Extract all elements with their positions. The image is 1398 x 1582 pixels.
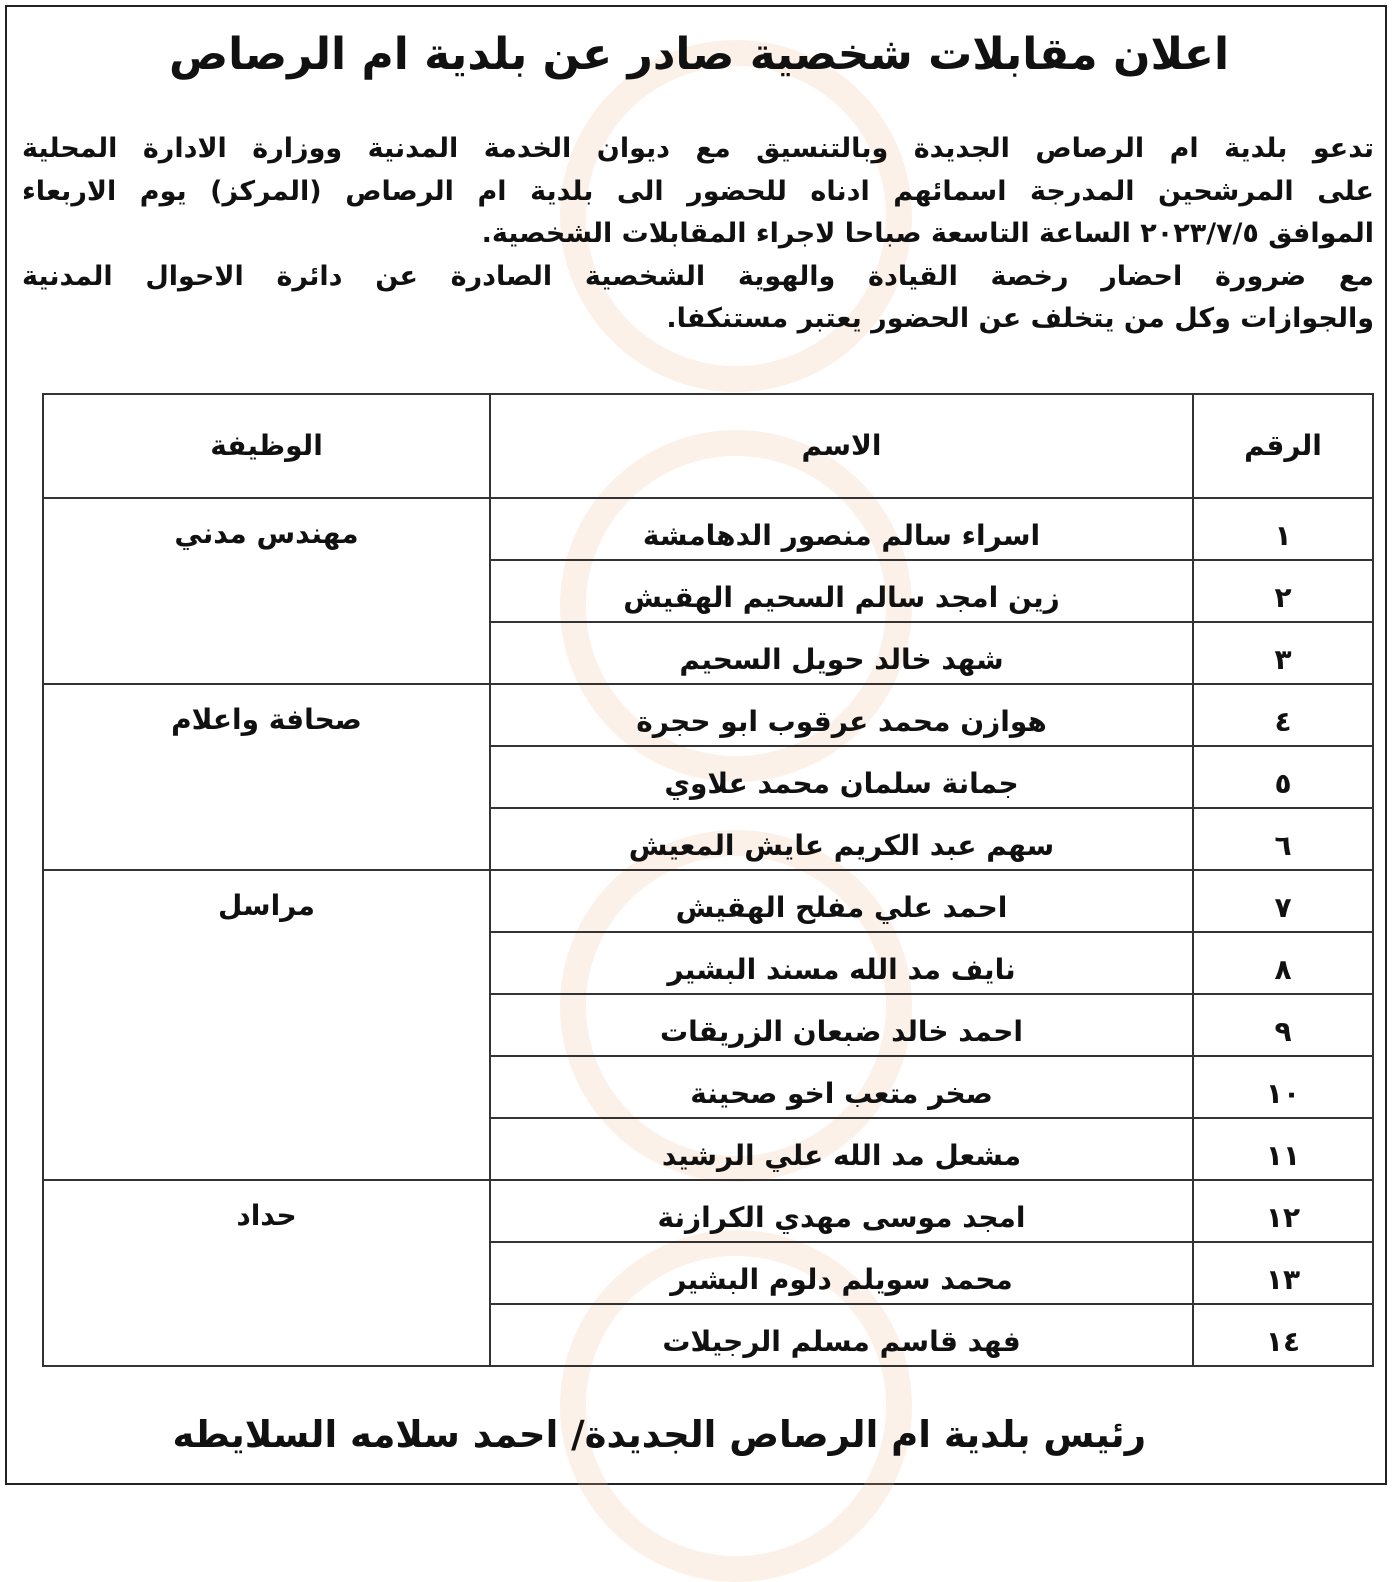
cell-name: جمانة سلمان محمد علاوي bbox=[490, 746, 1193, 808]
cell-number: ٣ bbox=[1193, 622, 1373, 684]
cell-name: هوازن محمد عرقوب ابو حجرة bbox=[490, 684, 1193, 746]
cell-name: احمد خالد ضبعان الزريقات bbox=[490, 994, 1193, 1056]
announcement-title: اعلان مقابلات شخصية صادر عن بلدية ام الرصاص bbox=[168, 29, 1230, 80]
body-line: على المرشحين المدرجة اسمائهم ادناه للحضور الى بلدية ام الرصاص (المركز) يوم الاربعاء bbox=[22, 175, 1374, 207]
cell-name: شهد خالد حويل السحيم bbox=[490, 622, 1193, 684]
body-line: تدعو بلدية ام الرصاص الجديدة وبالتنسيق مع ديوان الخدمة المدنية ووزارة الادارة المحلية bbox=[22, 133, 1374, 164]
header-job: الوظيفة bbox=[43, 394, 490, 498]
cell-number: ٤ bbox=[1193, 684, 1373, 746]
header-number: الرقم bbox=[1193, 394, 1373, 498]
cell-number: ٥ bbox=[1193, 746, 1373, 808]
cell-number: ٦ bbox=[1193, 808, 1373, 870]
table-row bbox=[43, 870, 1373, 932]
cell-job: حداد bbox=[43, 1180, 490, 1366]
cell-number: ٨ bbox=[1193, 932, 1373, 994]
body-line: والجوازات وكل من يتخلف عن الحضور يعتبر مستنكفا. bbox=[666, 303, 1374, 334]
cell-number: ١ bbox=[1193, 498, 1373, 560]
cell-number: ١٠ bbox=[1193, 1056, 1373, 1118]
cell-number: ١٢ bbox=[1193, 1180, 1373, 1242]
body-line: الموافق ٢٠٢٣/٧/٥ الساعة التاسعة صباحا لاجراء المقابلات الشخصية. bbox=[481, 218, 1374, 249]
cell-name: سهم عبد الكريم عايش المعيش bbox=[490, 808, 1193, 870]
cell-name: زين امجد سالم السحيم الهقيش bbox=[490, 560, 1193, 622]
cell-job: مهندس مدني bbox=[43, 498, 490, 684]
cell-name: اسراء سالم منصور الدهامشة bbox=[490, 498, 1193, 560]
table-row bbox=[43, 684, 1373, 746]
cell-name: صخر متعب اخو صحينة bbox=[490, 1056, 1193, 1118]
cell-name: فهد قاسم مسلم الرجيلات bbox=[490, 1304, 1193, 1366]
table-row bbox=[43, 1180, 1373, 1242]
candidates-table bbox=[42, 393, 1374, 1367]
body-line: مع ضرورة احضار رخصة القيادة والهوية الشخصية الصادرة عن دائرة الاحوال المدنية bbox=[22, 260, 1374, 292]
cell-number: ٧ bbox=[1193, 870, 1373, 932]
header-name: الاسم bbox=[490, 394, 1193, 498]
cell-name: محمد سويلم دلوم البشير bbox=[490, 1242, 1193, 1304]
cell-name: امجد موسى مهدي الكرازنة bbox=[490, 1180, 1193, 1242]
signature-line: رئيس بلدية ام الرصاص الجديدة/ احمد سلامه السلايطه bbox=[172, 1413, 1146, 1456]
cell-number: ٢ bbox=[1193, 560, 1373, 622]
table-header-row bbox=[43, 394, 1373, 498]
cell-job: مراسل bbox=[43, 870, 490, 1180]
cell-job: صحافة واعلام bbox=[43, 684, 490, 870]
table-row bbox=[43, 498, 1373, 560]
cell-name: نايف مد الله مسند البشير bbox=[490, 932, 1193, 994]
announcement-body bbox=[22, 128, 1374, 341]
cell-name: احمد علي مفلح الهقيش bbox=[490, 870, 1193, 932]
cell-number: ١٣ bbox=[1193, 1242, 1373, 1304]
cell-number: ٩ bbox=[1193, 994, 1373, 1056]
cell-number: ١١ bbox=[1193, 1118, 1373, 1180]
cell-name: مشعل مد الله علي الرشيد bbox=[490, 1118, 1193, 1180]
cell-number: ١٤ bbox=[1193, 1304, 1373, 1366]
